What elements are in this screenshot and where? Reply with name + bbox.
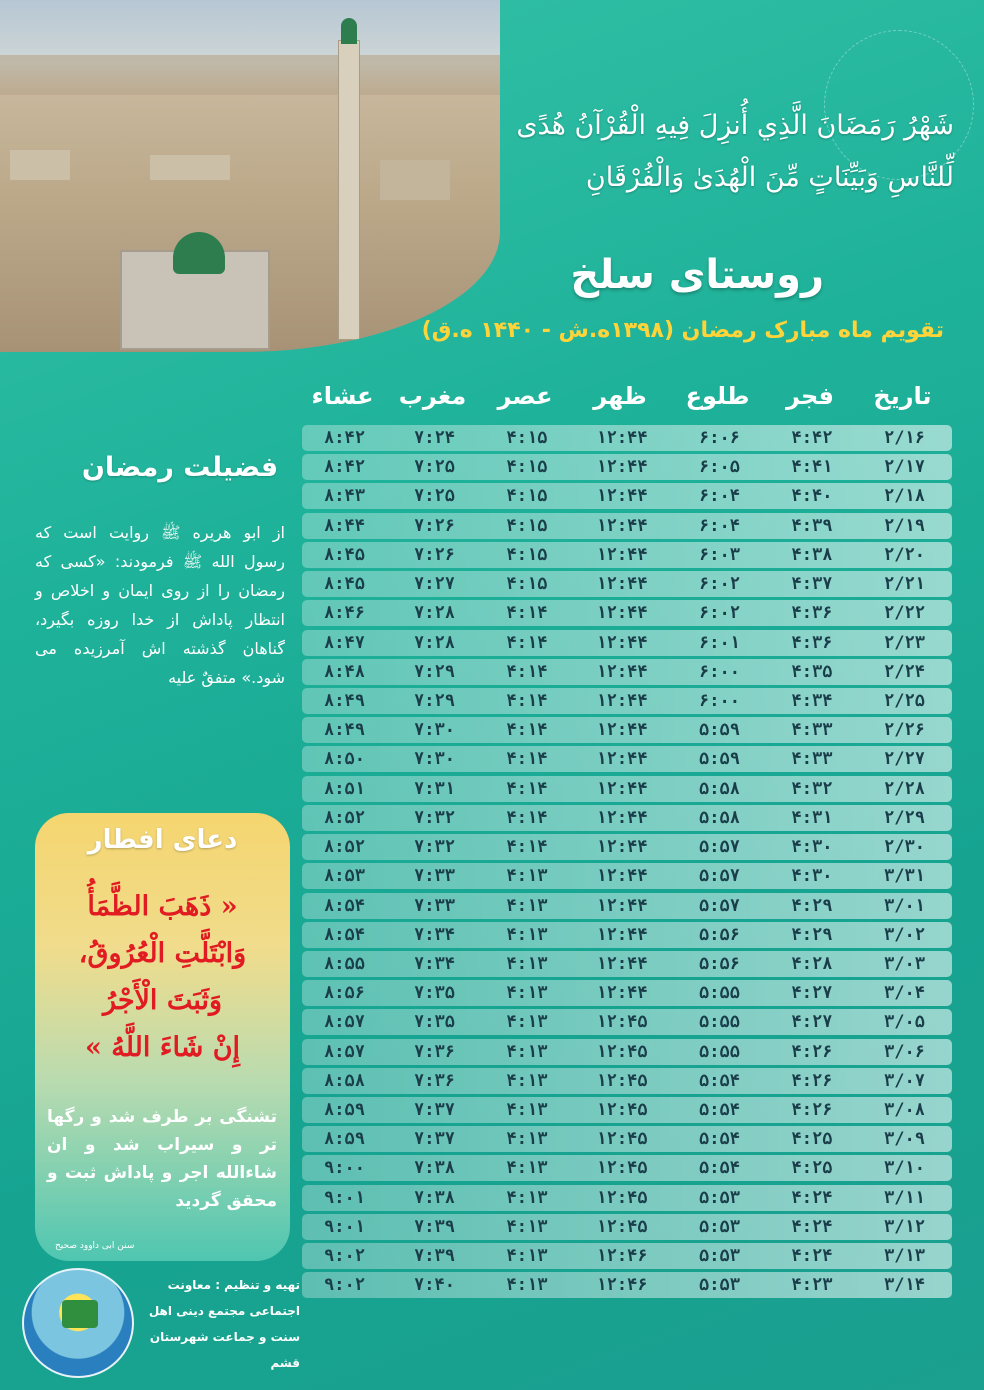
cell-date: ۲/۲۹ bbox=[884, 807, 925, 828]
cell-maghrib: ۷:۳۵ bbox=[414, 983, 455, 1004]
cell-asr: ۴:۱۵ bbox=[506, 515, 548, 536]
photo-house bbox=[380, 160, 450, 200]
cell-date: ۳/۰۵ bbox=[884, 1012, 925, 1033]
table-row bbox=[302, 863, 952, 889]
cell-asr: ۴:۱۳ bbox=[506, 1158, 548, 1179]
cell-asr: ۴:۱۳ bbox=[506, 1041, 548, 1062]
cell-sunrise: ۶:۰۵ bbox=[699, 457, 740, 478]
cell-sunrise: ۵:۵۷ bbox=[699, 895, 740, 916]
cell-isha: ۸:۴۲ bbox=[324, 428, 365, 448]
cell-maghrib: ۷:۳۳ bbox=[414, 866, 455, 887]
credits-line: اجتماعی مجتمع دینی اهل bbox=[148, 1304, 300, 1318]
cell-asr: ۴:۱۳ bbox=[506, 895, 548, 916]
table-row bbox=[302, 834, 952, 860]
cell-asr: ۴:۱۴ bbox=[506, 749, 548, 770]
cell-dhuhr: ۱۲:۴۵ bbox=[596, 1129, 648, 1150]
cell-isha: ۸:۵۴ bbox=[324, 924, 365, 945]
cell-isha: ۸:۵۲ bbox=[324, 837, 365, 858]
cell-fajr: ۴:۲۶ bbox=[791, 1070, 833, 1091]
cell-sunrise: ۵:۵۴ bbox=[699, 1070, 740, 1091]
cell-fajr: ۴:۲۶ bbox=[791, 1041, 833, 1062]
cell-maghrib: ۷:۳۴ bbox=[414, 924, 455, 945]
photo-house bbox=[10, 150, 70, 180]
dua-line: وَثَبَتَ الْأَجْرُ bbox=[102, 985, 223, 1016]
header-isha: عشاء bbox=[311, 382, 374, 410]
cell-fajr: ۴:۳۴ bbox=[791, 690, 833, 711]
cell-sunrise: ۶:۰۲ bbox=[699, 603, 740, 624]
prayer-times-table bbox=[302, 425, 952, 1302]
cell-dhuhr: ۱۲:۴۶ bbox=[596, 1275, 648, 1296]
cell-isha: ۸:۵۵ bbox=[324, 953, 365, 974]
cell-sunrise: ۵:۵۵ bbox=[699, 983, 740, 1004]
cell-isha: ۸:۵۰ bbox=[324, 749, 365, 770]
cell-fajr: ۴:۲۴ bbox=[791, 1246, 833, 1267]
cell-maghrib: ۷:۲۵ bbox=[414, 486, 455, 507]
cell-date: ۳/۰۴ bbox=[884, 983, 925, 1004]
cell-date: ۲/۲۸ bbox=[884, 778, 925, 799]
cell-date: ۳/۰۳ bbox=[884, 953, 925, 974]
cell-maghrib: ۷:۲۹ bbox=[414, 661, 455, 682]
cell-dhuhr: ۱۲:۴۴ bbox=[596, 544, 648, 565]
cell-fajr: ۴:۳۶ bbox=[791, 632, 833, 653]
cell-isha: ۸:۴۵ bbox=[324, 574, 365, 595]
cell-isha: ۹:۰۰ bbox=[324, 1158, 365, 1179]
calendar-subtitle: تقویم ماه مبارک رمضان (۱۳۹۸ه.ش - ۱۴۴۰ ه.ق) bbox=[421, 318, 944, 343]
cell-sunrise: ۵:۵۳ bbox=[699, 1246, 740, 1267]
table-row bbox=[302, 922, 952, 948]
cell-asr: ۴:۱۳ bbox=[506, 1246, 548, 1267]
cell-dhuhr: ۱۲:۴۴ bbox=[596, 749, 648, 770]
cell-sunrise: ۵:۵۶ bbox=[699, 953, 740, 974]
cell-dhuhr: ۱۲:۴۴ bbox=[596, 603, 648, 624]
cell-asr: ۴:۱۳ bbox=[506, 1100, 548, 1121]
cell-asr: ۴:۱۴ bbox=[506, 720, 548, 741]
table-row bbox=[302, 951, 952, 977]
cell-sunrise: ۶:۰۳ bbox=[699, 544, 740, 565]
cell-date: ۳/۰۹ bbox=[884, 1129, 925, 1150]
table-row bbox=[302, 1039, 952, 1065]
dua-line: « ذَهَبَ الظَّمَأُ bbox=[87, 891, 238, 922]
table-row bbox=[302, 1068, 952, 1094]
photo-dome bbox=[173, 232, 225, 274]
cell-date: ۳/۱۲ bbox=[884, 1216, 925, 1237]
cell-maghrib: ۷:۲۸ bbox=[414, 632, 455, 653]
table-row bbox=[302, 688, 952, 714]
cell-dhuhr: ۱۲:۴۴ bbox=[596, 428, 648, 448]
cell-date: ۲/۲۵ bbox=[884, 690, 925, 711]
photo-house bbox=[150, 155, 230, 180]
cell-date: ۳/۰۶ bbox=[884, 1041, 925, 1062]
table-row bbox=[302, 893, 952, 919]
table-row bbox=[302, 1009, 952, 1035]
cell-isha: ۸:۴۴ bbox=[324, 515, 365, 536]
header-maghrib: مغرب bbox=[398, 382, 467, 410]
cell-maghrib: ۷:۳۰ bbox=[414, 749, 455, 770]
dua-translation: تشنگی بر طرف شد و رگها تر و سیراب شد و ان شاءالله اجر و پاداش ثبت و محقق گردید bbox=[47, 1107, 277, 1211]
cell-date: ۲/۱۹ bbox=[884, 515, 925, 536]
cell-maghrib: ۷:۲۴ bbox=[414, 428, 455, 448]
cell-asr: ۴:۱۴ bbox=[506, 690, 548, 711]
cell-maghrib: ۷:۳۱ bbox=[414, 778, 455, 799]
cell-fajr: ۴:۲۴ bbox=[791, 1187, 833, 1208]
cell-dhuhr: ۱۲:۴۴ bbox=[596, 924, 648, 945]
cell-dhuhr: ۱۲:۴۴ bbox=[596, 837, 648, 858]
cell-maghrib: ۷:۲۶ bbox=[414, 515, 455, 536]
cell-date: ۲/۳۰ bbox=[884, 837, 925, 858]
cell-asr: ۴:۱۴ bbox=[506, 778, 548, 799]
table-row bbox=[302, 1126, 952, 1152]
cell-dhuhr: ۱۲:۴۴ bbox=[596, 457, 648, 478]
cell-asr: ۴:۱۵ bbox=[506, 457, 548, 478]
table-row bbox=[302, 513, 952, 539]
cell-date: ۳/۰۸ bbox=[884, 1100, 925, 1121]
cell-asr: ۴:۱۳ bbox=[506, 983, 548, 1004]
cell-fajr: ۴:۴۰ bbox=[791, 486, 833, 507]
cell-sunrise: ۶:۰۲ bbox=[699, 574, 740, 595]
table-row bbox=[302, 454, 952, 480]
cell-maghrib: ۷:۳۹ bbox=[414, 1216, 455, 1237]
verse-line-1: شَهْرُ رَمَضَانَ الَّذِي أُنزِلَ فِيهِ الْقُرْآنُ هُدًى bbox=[516, 110, 954, 141]
cell-dhuhr: ۱۲:۴۵ bbox=[596, 1216, 648, 1237]
cell-dhuhr: ۱۲:۴۴ bbox=[596, 486, 648, 507]
cell-date: ۲/۲۴ bbox=[884, 661, 925, 682]
cell-sunrise: ۵:۵۴ bbox=[699, 1100, 740, 1121]
table-row bbox=[302, 776, 952, 802]
cell-sunrise: ۵:۵۴ bbox=[699, 1129, 740, 1150]
mosque-photo bbox=[0, 0, 500, 352]
cell-sunrise: ۵:۵۳ bbox=[699, 1275, 740, 1296]
cell-sunrise: ۵:۵۳ bbox=[699, 1216, 740, 1237]
cell-maghrib: ۷:۲۸ bbox=[414, 603, 455, 624]
cell-fajr: ۴:۳۰ bbox=[791, 837, 833, 858]
cell-isha: ۸:۴۸ bbox=[324, 661, 365, 682]
cell-fajr: ۴:۴۲ bbox=[791, 428, 833, 448]
cell-dhuhr: ۱۲:۴۴ bbox=[596, 690, 648, 711]
cell-isha: ۸:۵۹ bbox=[324, 1100, 365, 1121]
table-row bbox=[302, 571, 952, 597]
header-dhuhr: ظهر bbox=[593, 382, 647, 410]
village-title: روستای سلخ bbox=[570, 252, 824, 298]
cell-date: ۳/۰۱ bbox=[884, 895, 925, 916]
cell-date: ۳/۱۰ bbox=[884, 1158, 925, 1179]
cell-isha: ۸:۵۸ bbox=[324, 1070, 365, 1091]
cell-dhuhr: ۱۲:۴۴ bbox=[596, 953, 648, 974]
cell-maghrib: ۷:۳۳ bbox=[414, 895, 455, 916]
cell-sunrise: ۵:۵۸ bbox=[699, 807, 740, 828]
cell-dhuhr: ۱۲:۴۴ bbox=[596, 807, 648, 828]
table-row bbox=[302, 805, 952, 831]
cell-dhuhr: ۱۲:۴۴ bbox=[596, 632, 648, 653]
iftar-title: دعای افطار bbox=[87, 825, 238, 855]
cell-dhuhr: ۱۲:۴۴ bbox=[596, 866, 648, 887]
cell-dhuhr: ۱۲:۴۴ bbox=[596, 574, 648, 595]
cell-isha: ۸:۴۶ bbox=[324, 603, 365, 624]
cell-dhuhr: ۱۲:۴۵ bbox=[596, 1041, 648, 1062]
cell-sunrise: ۵:۵۵ bbox=[699, 1012, 740, 1033]
cell-isha: ۸:۴۹ bbox=[324, 690, 365, 711]
cell-maghrib: ۷:۳۲ bbox=[414, 837, 455, 858]
cell-sunrise: ۶:۰۰ bbox=[699, 690, 740, 711]
cell-date: ۳/۱۱ bbox=[884, 1187, 925, 1208]
cell-maghrib: ۷:۳۸ bbox=[414, 1158, 455, 1179]
table-row bbox=[302, 425, 952, 451]
cell-isha: ۸:۵۷ bbox=[324, 1012, 365, 1033]
cell-fajr: ۴:۲۷ bbox=[791, 1012, 833, 1033]
fazilat-title: فضیلت رمضان bbox=[81, 452, 279, 483]
cell-dhuhr: ۱۲:۴۴ bbox=[596, 720, 648, 741]
cell-fajr: ۴:۲۴ bbox=[791, 1216, 833, 1237]
cell-dhuhr: ۱۲:۴۵ bbox=[596, 1012, 648, 1033]
photo-minaret bbox=[338, 40, 360, 340]
cell-fajr: ۴:۲۷ bbox=[791, 983, 833, 1004]
cell-fajr: ۴:۲۹ bbox=[791, 924, 833, 945]
cell-isha: ۸:۵۳ bbox=[324, 866, 365, 887]
cell-date: ۲/۲۱ bbox=[884, 574, 925, 595]
fazilat-text: از ابو هریره ﷺ روایت است که رسول الله ﷺ فرمودند: «کسی که رمضان را از روی ایمان و اخلاص و انتظار پاداش از خدا روزه بگیرد، گناهان گذشته اش آمرزیده می شود.» متفقٌ علیه bbox=[35, 523, 285, 687]
cell-dhuhr: ۱۲:۴۴ bbox=[596, 983, 648, 1004]
cell-maghrib: ۷:۴۰ bbox=[414, 1275, 455, 1296]
cell-sunrise: ۵:۵۵ bbox=[699, 1041, 740, 1062]
credits-line: سنت و جماعت شهرستان قشم bbox=[149, 1330, 300, 1370]
cell-isha: ۸:۴۳ bbox=[324, 486, 365, 507]
cell-isha: ۸:۴۲ bbox=[324, 457, 365, 478]
cell-asr: ۴:۱۳ bbox=[506, 1216, 548, 1237]
cell-isha: ۸:۵۷ bbox=[324, 1041, 365, 1062]
cell-fajr: ۴:۲۳ bbox=[791, 1275, 833, 1296]
cell-maghrib: ۷:۳۹ bbox=[414, 1246, 455, 1267]
cell-maghrib: ۷:۳۷ bbox=[414, 1100, 455, 1121]
cell-sunrise: ۵:۵۷ bbox=[699, 866, 740, 887]
cell-isha: ۸:۵۹ bbox=[324, 1129, 365, 1150]
cell-sunrise: ۵:۵۷ bbox=[699, 837, 740, 858]
cell-asr: ۴:۱۳ bbox=[506, 1012, 548, 1033]
table-row bbox=[302, 1097, 952, 1123]
cell-fajr: ۴:۳۰ bbox=[791, 866, 833, 887]
table-row bbox=[302, 1214, 952, 1240]
cell-fajr: ۴:۲۹ bbox=[791, 895, 833, 916]
cell-dhuhr: ۱۲:۴۶ bbox=[596, 1246, 648, 1267]
cell-asr: ۴:۱۳ bbox=[506, 866, 548, 887]
iftar-dua-box bbox=[35, 813, 290, 1261]
table-row bbox=[302, 1155, 952, 1181]
cell-asr: ۴:۱۴ bbox=[506, 632, 548, 653]
cell-isha: ۸:۵۱ bbox=[324, 778, 365, 799]
cell-fajr: ۴:۳۶ bbox=[791, 603, 833, 624]
cell-fajr: ۴:۳۲ bbox=[791, 778, 833, 799]
table-row bbox=[302, 746, 952, 772]
cell-asr: ۴:۱۴ bbox=[506, 603, 548, 624]
cell-date: ۳/۰۷ bbox=[884, 1070, 925, 1091]
cell-asr: ۴:۱۳ bbox=[506, 1187, 548, 1208]
cell-fajr: ۴:۲۶ bbox=[791, 1100, 833, 1121]
cell-maghrib: ۷:۲۹ bbox=[414, 690, 455, 711]
cell-date: ۲/۲۰ bbox=[884, 544, 925, 565]
cell-asr: ۴:۱۳ bbox=[506, 924, 548, 945]
cell-maghrib: ۷:۳۶ bbox=[414, 1070, 455, 1091]
table-row bbox=[302, 483, 952, 509]
cell-dhuhr: ۱۲:۴۴ bbox=[596, 778, 648, 799]
header-asr: عصر bbox=[497, 382, 553, 410]
cell-isha: ۹:۰۲ bbox=[324, 1246, 365, 1267]
cell-asr: ۴:۱۳ bbox=[506, 953, 548, 974]
cell-maghrib: ۷:۳۶ bbox=[414, 1041, 455, 1062]
cell-sunrise: ۵:۵۸ bbox=[699, 778, 740, 799]
cell-isha: ۸:۴۷ bbox=[324, 632, 365, 653]
table-row bbox=[302, 1272, 952, 1298]
cell-dhuhr: ۱۲:۴۵ bbox=[596, 1158, 648, 1179]
cell-dhuhr: ۱۲:۴۵ bbox=[596, 1100, 648, 1121]
cell-fajr: ۴:۳۹ bbox=[791, 515, 833, 536]
cell-asr: ۴:۱۳ bbox=[506, 1070, 548, 1091]
cell-date: ۲/۱۶ bbox=[884, 428, 925, 448]
cell-dhuhr: ۱۲:۴۵ bbox=[596, 1070, 648, 1091]
cell-sunrise: ۵:۵۳ bbox=[699, 1187, 740, 1208]
cell-maghrib: ۷:۲۵ bbox=[414, 457, 455, 478]
cell-date: ۳/۰۲ bbox=[884, 924, 925, 945]
cell-asr: ۴:۱۵ bbox=[506, 428, 548, 448]
cell-maghrib: ۷:۳۰ bbox=[414, 720, 455, 741]
cell-asr: ۴:۱۵ bbox=[506, 486, 548, 507]
cell-date: ۲/۲۷ bbox=[884, 749, 925, 770]
credits bbox=[140, 1272, 300, 1376]
cell-date: ۲/۱۸ bbox=[884, 486, 925, 507]
header-date: تاریخ bbox=[873, 382, 932, 410]
cell-fajr: ۴:۲۵ bbox=[791, 1158, 833, 1179]
cell-isha: ۸:۵۶ bbox=[324, 983, 365, 1004]
table-row bbox=[302, 542, 952, 568]
cell-fajr: ۴:۳۵ bbox=[791, 661, 833, 682]
cell-fajr: ۴:۳۳ bbox=[791, 720, 833, 741]
cell-sunrise: ۶:۰۰ bbox=[699, 661, 740, 682]
cell-fajr: ۴:۳۷ bbox=[791, 574, 833, 595]
cell-dhuhr: ۱۲:۴۴ bbox=[596, 895, 648, 916]
cell-sunrise: ۶:۰۴ bbox=[699, 486, 740, 507]
table-row bbox=[302, 1243, 952, 1269]
cell-date: ۳/۱۳ bbox=[884, 1246, 925, 1267]
header-sunrise: طلوع bbox=[685, 382, 750, 410]
table-row bbox=[302, 980, 952, 1006]
cell-fajr: ۴:۲۸ bbox=[791, 953, 833, 974]
cell-isha: ۹:۰۱ bbox=[324, 1187, 365, 1208]
cell-fajr: ۴:۳۳ bbox=[791, 749, 833, 770]
cell-sunrise: ۵:۵۶ bbox=[699, 924, 740, 945]
cell-asr: ۴:۱۴ bbox=[506, 807, 548, 828]
verse-line-2: لِّلنَّاسِ وَبَيِّنَاتٍ مِّنَ الْهُدَىٰ وَالْفُرْقَانِ bbox=[585, 162, 954, 193]
cell-maghrib: ۷:۲۷ bbox=[414, 574, 455, 595]
cell-isha: ۸:۴۹ bbox=[324, 720, 365, 741]
table-row bbox=[302, 630, 952, 656]
cell-maghrib: ۷:۳۴ bbox=[414, 953, 455, 974]
cell-isha: ۸:۴۵ bbox=[324, 544, 365, 565]
cell-sunrise: ۵:۵۹ bbox=[699, 749, 740, 770]
cell-sunrise: ۶:۰۴ bbox=[699, 515, 740, 536]
dua-source: سنن ابی داوود صحیح bbox=[55, 1241, 135, 1251]
cell-dhuhr: ۱۲:۴۴ bbox=[596, 661, 648, 682]
cell-maghrib: ۷:۳۸ bbox=[414, 1187, 455, 1208]
cell-dhuhr: ۱۲:۴۵ bbox=[596, 1187, 648, 1208]
cell-date: ۳/۳۱ bbox=[884, 866, 925, 887]
logo-book-icon bbox=[62, 1300, 98, 1328]
iftar-dua bbox=[45, 883, 280, 1071]
cell-isha: ۹:۰۱ bbox=[324, 1216, 365, 1237]
cell-sunrise: ۶:۰۱ bbox=[699, 632, 740, 653]
cell-dhuhr: ۱۲:۴۴ bbox=[596, 515, 648, 536]
table-row bbox=[302, 1185, 952, 1211]
dua-line: وَابْتَلَّتِ الْعُرُوقُ، bbox=[78, 938, 247, 969]
organization-logo bbox=[22, 1268, 134, 1378]
cell-isha: ۸:۵۲ bbox=[324, 807, 365, 828]
cell-date: ۲/۱۷ bbox=[884, 457, 925, 478]
cell-maghrib: ۷:۳۲ bbox=[414, 807, 455, 828]
cell-isha: ۸:۵۴ bbox=[324, 895, 365, 916]
cell-fajr: ۴:۲۵ bbox=[791, 1129, 833, 1150]
table-row bbox=[302, 659, 952, 685]
cell-sunrise: ۶:۰۶ bbox=[699, 428, 740, 448]
quran-verse bbox=[504, 100, 954, 204]
photo-minaret-top bbox=[341, 18, 357, 44]
cell-isha: ۹:۰۲ bbox=[324, 1275, 365, 1296]
cell-sunrise: ۵:۵۴ bbox=[699, 1158, 740, 1179]
cell-date: ۲/۲۶ bbox=[884, 720, 925, 741]
cell-fajr: ۴:۴۱ bbox=[791, 457, 833, 478]
dua-line: إِنْ شَاءَ اللَّهُ » bbox=[84, 1032, 241, 1063]
cell-asr: ۴:۱۵ bbox=[506, 574, 548, 595]
cell-maghrib: ۷:۳۷ bbox=[414, 1129, 455, 1150]
cell-date: ۲/۲۳ bbox=[884, 632, 925, 653]
credits-line: تهیه و تنظیم : معاونت bbox=[167, 1278, 300, 1292]
cell-sunrise: ۵:۵۹ bbox=[699, 720, 740, 741]
cell-asr: ۴:۱۴ bbox=[506, 837, 548, 858]
table-row bbox=[302, 600, 952, 626]
cell-asr: ۴:۱۳ bbox=[506, 1129, 548, 1150]
cell-maghrib: ۷:۲۶ bbox=[414, 544, 455, 565]
cell-asr: ۴:۱۴ bbox=[506, 661, 548, 682]
cell-fajr: ۴:۳۱ bbox=[791, 807, 833, 828]
cell-asr: ۴:۱۵ bbox=[506, 544, 548, 565]
table-row bbox=[302, 717, 952, 743]
header-fajr: فجر bbox=[786, 382, 834, 410]
photo-hill bbox=[0, 55, 500, 95]
cell-maghrib: ۷:۳۵ bbox=[414, 1012, 455, 1033]
cell-asr: ۴:۱۳ bbox=[506, 1275, 548, 1296]
cell-date: ۳/۱۴ bbox=[884, 1275, 925, 1296]
table-header bbox=[300, 382, 950, 418]
cell-date: ۲/۲۲ bbox=[884, 603, 925, 624]
cell-fajr: ۴:۳۸ bbox=[791, 544, 833, 565]
